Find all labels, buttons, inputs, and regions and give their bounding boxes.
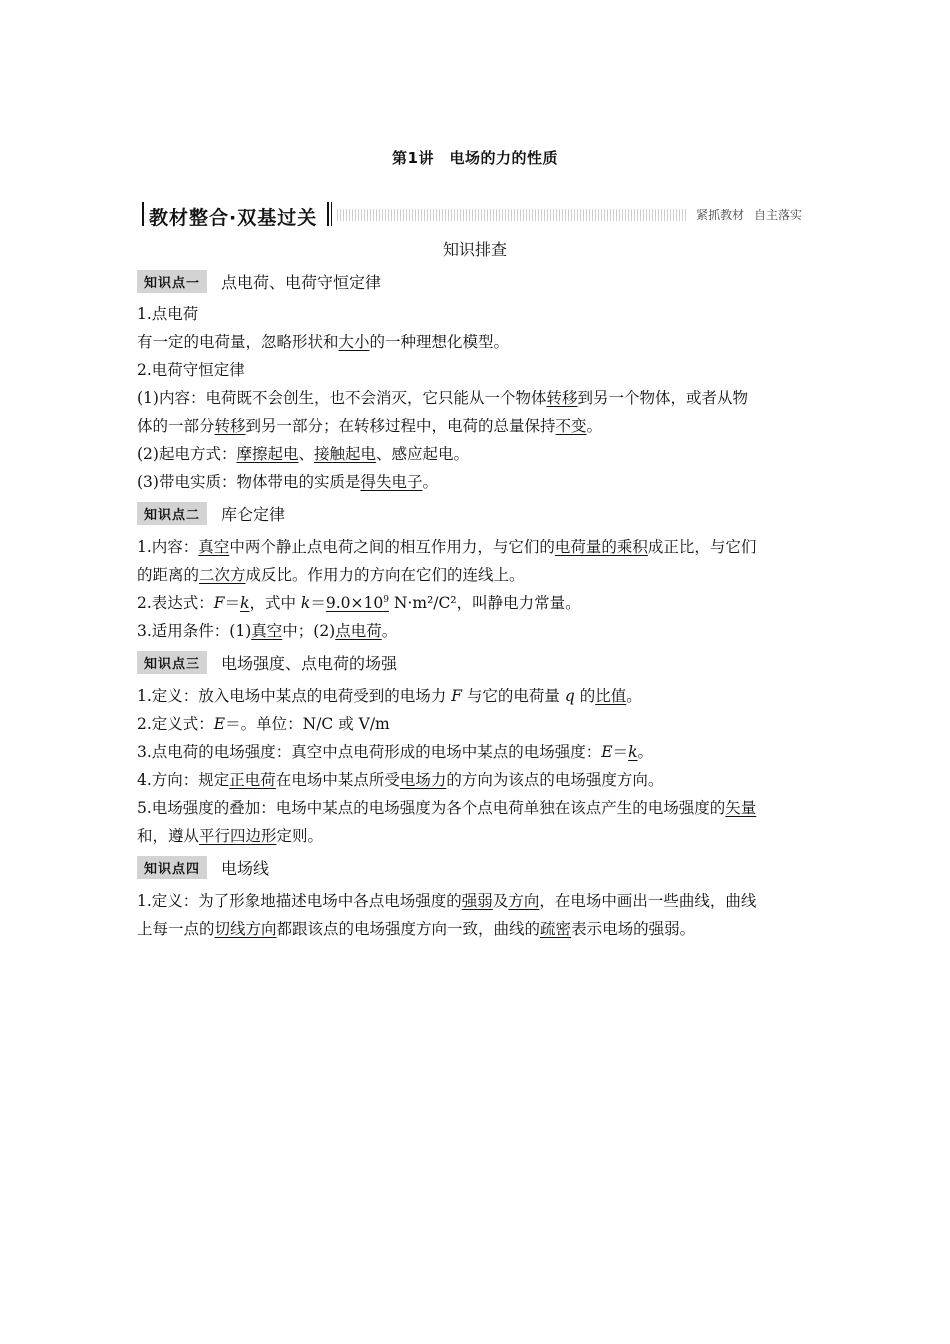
text: 的方向为该点的电场强度方向。 bbox=[446, 771, 664, 789]
text: 表示电场的强弱。 bbox=[571, 920, 696, 938]
text: ＝ bbox=[612, 743, 629, 761]
knowledge-point-1-header bbox=[137, 270, 381, 293]
symbol-F: F bbox=[451, 687, 462, 705]
text: 3.点电荷的电场强度：真空中点电荷形成的电场中某点的电场强度： bbox=[137, 743, 602, 761]
symbol-E: E bbox=[213, 715, 226, 733]
kp4-line-2 bbox=[137, 917, 817, 939]
text: ，式中 bbox=[249, 594, 301, 612]
kp2-line-1 bbox=[137, 535, 817, 557]
kp1-line-7 bbox=[137, 470, 817, 492]
text: 。 bbox=[422, 473, 438, 491]
answer-blank: 比值 bbox=[595, 687, 627, 705]
text: 中；(2) bbox=[282, 622, 336, 640]
answer-blank: 点电荷 bbox=[335, 622, 382, 640]
answer-blank: 真空 bbox=[251, 622, 283, 640]
text: 2.电荷守恒定律 bbox=[137, 361, 245, 379]
kp3-line-6 bbox=[137, 824, 817, 846]
text: (3)带电实质：物体带电的实质是 bbox=[137, 473, 361, 491]
kp3-title: 电场强度、点电荷的场强 bbox=[221, 654, 398, 673]
answer-blank: 不变 bbox=[555, 417, 587, 435]
answer-blank: 接触起电 bbox=[314, 445, 377, 463]
text: 成正比，与它们 bbox=[647, 538, 757, 556]
knowledge-point-2-header bbox=[137, 502, 285, 525]
text: 3.适用条件：(1) bbox=[137, 622, 252, 640]
kp3-badge: 知识点三 bbox=[137, 651, 207, 674]
text: 4.方向：规定 bbox=[137, 771, 230, 789]
text: (1)内容：电荷既不会创生，也不会消灭，它只能从一个物体 bbox=[137, 389, 547, 407]
kp1-line-3 bbox=[137, 358, 817, 380]
section-subheading: 知识排查 bbox=[442, 240, 507, 259]
text: 5.电场强度的叠加：电场中某点的电场强度为各个点电荷单独在该点产生的电场强度的 bbox=[137, 799, 726, 817]
kp2-title: 库仑定律 bbox=[221, 505, 286, 524]
lesson-title: 第1讲 电场的力的性质 bbox=[392, 149, 558, 167]
text: 体的一部分 bbox=[137, 417, 215, 435]
text: 。 bbox=[586, 417, 603, 435]
kp1-badge: 知识点一 bbox=[137, 270, 207, 293]
answer-blank: 转移 bbox=[214, 417, 246, 435]
text: 。 bbox=[626, 687, 642, 705]
banner-tags bbox=[686, 206, 806, 224]
text: 成反比。作用力的方向在它们的连线上。 bbox=[245, 566, 525, 584]
text: 到另一部分；在转移过程中，电荷的总量保持 bbox=[245, 417, 556, 435]
text: 9.0×10 bbox=[325, 594, 384, 612]
text: 都跟该点的电场强度方向一致，曲线的 bbox=[276, 920, 541, 938]
symbol-E: E bbox=[601, 743, 613, 761]
banner-right-bar-thin bbox=[331, 202, 332, 226]
symbol-k: k bbox=[300, 594, 311, 612]
knowledge-point-3-header bbox=[137, 651, 397, 674]
answer-blank: 电荷量的乘积 bbox=[554, 538, 648, 556]
text: 。 bbox=[381, 622, 398, 640]
text: 及 bbox=[492, 892, 509, 910]
kp3-line-2 bbox=[137, 712, 817, 734]
kp3-line-1 bbox=[137, 684, 817, 706]
kp2-line-4 bbox=[137, 619, 817, 641]
knowledge-point-4-header bbox=[137, 856, 269, 879]
banner-tag-2: 自主落实 bbox=[753, 208, 802, 222]
kp1-line-5 bbox=[137, 414, 817, 436]
text: ，在电场中画出一些曲线，曲线 bbox=[539, 892, 757, 910]
answer-blank: 疏密 bbox=[540, 920, 572, 938]
text: 1.定义：为了形象地描述电场中各点电场强度的 bbox=[137, 892, 462, 910]
answer-blank: 电场力 bbox=[399, 771, 447, 789]
symbol-F: F bbox=[213, 594, 225, 612]
text: ＝ bbox=[310, 594, 326, 612]
answer-blank: 真空 bbox=[198, 538, 230, 556]
text: N·m²/C²，叫静电力常量。 bbox=[388, 594, 581, 612]
text: 的距离的 bbox=[137, 566, 200, 584]
kp3-line-3 bbox=[137, 740, 817, 762]
text: 中两个静止点电荷之间的相互作用力，与它们的 bbox=[229, 538, 555, 556]
answer-blank: 摩擦起电 bbox=[236, 445, 299, 463]
kp1-line-2 bbox=[137, 330, 817, 352]
section-banner bbox=[142, 202, 810, 229]
answer-blank: 正电荷 bbox=[229, 771, 276, 789]
banner-left-bar bbox=[142, 202, 144, 226]
text: 1.点电荷 bbox=[137, 305, 199, 323]
text: (2)起电方式： bbox=[137, 445, 237, 463]
kp1-line-4 bbox=[137, 386, 817, 408]
banner-main-text: 教材整合·双基过关 bbox=[149, 207, 318, 229]
text: 上每一点的 bbox=[137, 920, 215, 938]
answer-blank: 方向 bbox=[508, 892, 540, 910]
answer-blank: 矢量 bbox=[725, 799, 757, 817]
answer-blank: 平行四边形 bbox=[199, 827, 277, 845]
kp3-line-5 bbox=[137, 796, 817, 818]
kp4-line-1 bbox=[137, 889, 817, 911]
answer-blank bbox=[326, 594, 389, 612]
answer-blank: k bbox=[628, 743, 638, 761]
kp1-title: 点电荷、电荷守恒定律 bbox=[221, 273, 382, 292]
banner-right-bar bbox=[327, 202, 329, 226]
text: 1.定义：放入电场中某点的电荷受到的电场力 bbox=[137, 687, 452, 705]
kp1-line-6 bbox=[137, 442, 817, 464]
text: 有一定的电荷量，忽略形状和 bbox=[137, 333, 339, 351]
text: 、感应起电。 bbox=[376, 445, 470, 463]
answer-blank: 二次方 bbox=[199, 566, 246, 584]
answer-blank: 转移 bbox=[546, 389, 578, 407]
text: 。 bbox=[637, 743, 654, 761]
text: ＝ bbox=[224, 594, 241, 612]
symbol-q: q bbox=[564, 687, 575, 705]
text: 定则。 bbox=[276, 827, 324, 845]
text: 1.内容： bbox=[137, 538, 199, 556]
text: ＝。单位：N/C 或 V/m bbox=[225, 715, 390, 733]
text: 2.定义式： bbox=[137, 715, 214, 733]
answer-blank: k bbox=[240, 594, 250, 612]
kp2-line-2 bbox=[137, 563, 817, 585]
answer-blank: 强弱 bbox=[461, 892, 493, 910]
text: 2.表达式： bbox=[137, 594, 214, 612]
text: 在电场中某点所受 bbox=[275, 771, 400, 789]
kp4-title: 电场线 bbox=[221, 859, 270, 878]
answer-blank: 切线方向 bbox=[214, 920, 277, 938]
kp3-line-4 bbox=[137, 768, 817, 790]
kp2-line-3 bbox=[137, 591, 817, 613]
answer-blank: 大小 bbox=[338, 333, 370, 351]
text: 到另一个物体，或者从物 bbox=[577, 389, 748, 407]
banner-tag-1: 紧抓教材 bbox=[696, 208, 745, 222]
text: 和，遵从 bbox=[137, 827, 200, 845]
exponent: 9 bbox=[383, 594, 389, 605]
answer-blank: 得失电子 bbox=[360, 473, 423, 491]
kp4-badge: 知识点四 bbox=[137, 856, 207, 879]
text: 、 bbox=[298, 445, 314, 463]
text: 的 bbox=[574, 687, 596, 705]
kp2-badge: 知识点二 bbox=[137, 502, 207, 525]
text: 的一种理想化模型。 bbox=[369, 333, 510, 351]
text: 与它的电荷量 bbox=[461, 687, 565, 705]
kp1-line-1 bbox=[137, 302, 817, 324]
